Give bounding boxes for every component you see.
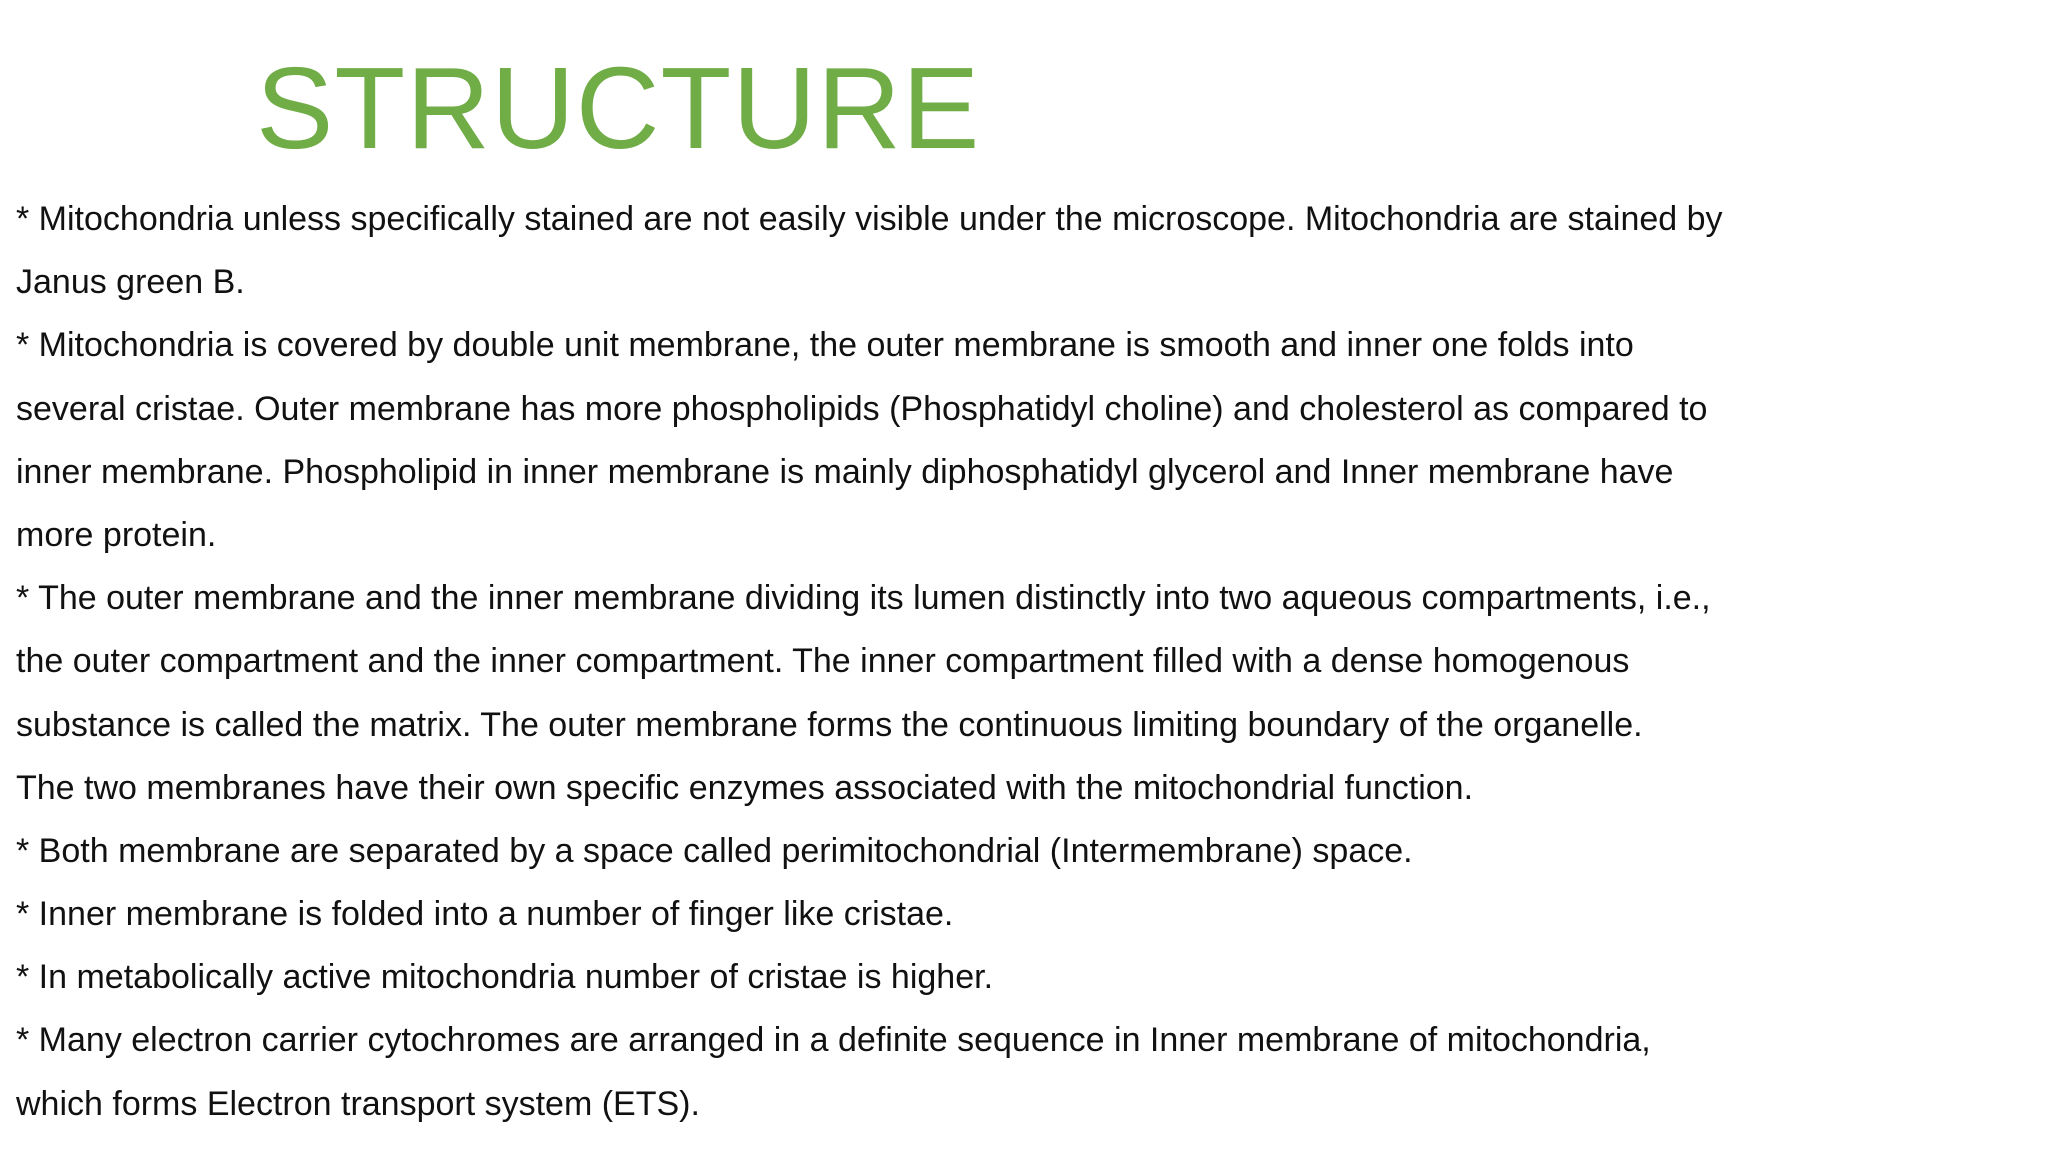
slide-body [16, 188, 1866, 1136]
body-line: * Both membrane are separated by a space called perimitochondrial (Intermembrane) space. [16, 831, 1413, 870]
body-line: * Mitochondria unless specifically stained are not easily visible under the microscope. Mitochondria are stained by [16, 200, 1723, 238]
body-line: several cristae. Outer membrane has more phospholipids (Phosphatidyl choline) and cholesterol as compared to [16, 389, 1708, 428]
body-line: Janus green B. [16, 263, 245, 302]
body-line: substance is called the matrix. The outer membrane forms the continuous limiting boundary of the organelle. [16, 705, 1643, 744]
body-line: * In metabolically active mitochondria number of cristae is higher. [16, 958, 994, 997]
body-line: * Inner membrane is folded into a number of finger like cristae. [16, 895, 954, 934]
body-line: * Mitochondria is covered by double unit membrane, the outer membrane is smooth and inner one folds into [16, 326, 1634, 365]
body-line: more protein. [16, 515, 217, 554]
body-line: which forms Electron transport system (ETS). [16, 1084, 700, 1123]
body-line: the outer compartment and the inner compartment. The inner compartment filled with a dense homogenous [16, 642, 1630, 681]
body-line: * Many electron carrier cytochromes are arranged in a definite sequence in Inner membrane of mitochondria, [16, 1021, 1651, 1060]
body-line: inner membrane. Phospholipid in inner membrane is mainly diphosphatidyl glycerol and Inner membrane have [16, 452, 1674, 491]
body-line: * The outer membrane and the inner membrane dividing its lumen distinctly into two aqueous compartments, i.e., [16, 579, 1711, 618]
body-line: The two membranes have their own specific enzymes associated with the mitochondrial function. [16, 768, 1474, 807]
slide-title: STRUCTURE [256, 43, 981, 173]
